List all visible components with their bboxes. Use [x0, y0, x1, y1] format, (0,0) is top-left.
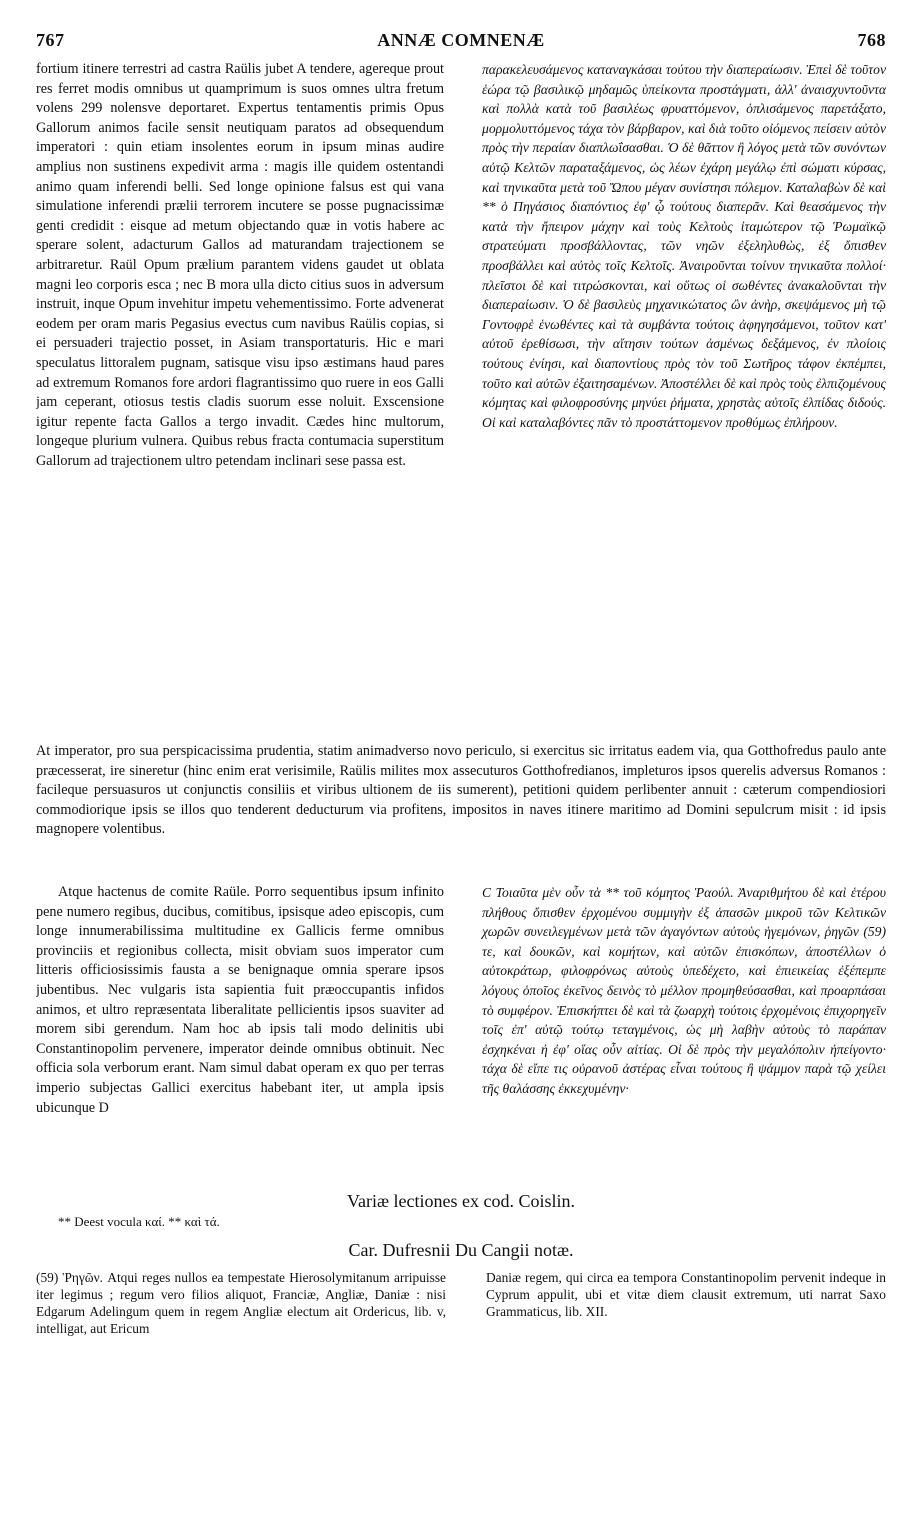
latin-column-a	[36, 60, 444, 742]
parallel-text-section-a	[36, 60, 886, 742]
latin-column-c	[36, 883, 444, 1185]
book-page	[36, 30, 886, 1520]
variant-readings-heading: Variæ lectiones ex cod. Coislin.	[347, 1191, 575, 1211]
full-width-latin-paragraph: At imperator, pro sua perspicacissima prudentia, statim animadverso novo periculo, si exercitus sic irritatus eadem via, qua Gotthofredus paulo ante præcesserat, ire sineretur (hinc enim erat verisimile, Raülis milites mox assecuturos Gotthofredianos, impleturos ipsos querelis adversus Romanos : facileque persuasuros ut conjunctis consiliis et viribus ultionem de iis sumerent), petitioni quidem perlibenter annuit : cæterum compendiosiori commodiorique ipsis se illos quo tenderent deducturum via profitens, impositos in naves itinere maritimo ad Domini sepulcrum misit : id ipsis magnopere volentibus.	[36, 743, 886, 838]
page-number-right: 768	[857, 30, 886, 50]
notes-section	[36, 1269, 886, 1337]
greek-column-a	[482, 60, 886, 742]
running-title: ANNÆ COMNENÆ	[377, 30, 545, 50]
running-header	[36, 30, 886, 60]
latin-text-c: Atque hactenus de comite Raüle. Porro sequentibus ipsum infinito pene numero regibus, ducibus, comitibus, ipsisque adeo episcopis, cum longe innumerabilissima multitudine ex Gallicis ferme omnibus provinciis et regionibus collecta, misit obviam suos imperator cum litteris officiosissimis fausta a se benignaque omnia sperare ipsos jubentibus. Nec vulgaris ista sapientia fuit præoccupantis infidos animos, et ultro repræsentata liberalitate pellicientis ipsos suaviter ad morem sibi gerendum. Nam hoc ab ipsis tali modo delinitis ubi Constantinopolim pervenere, imperator deinde omnibus obtinuit. Nec officia sola verborum erant. Nam simul dabat operam ex quo per terras imperio subjectas Gallici exercitus habebant iter, ut ampla ipsis ubicunque D	[36, 884, 444, 1116]
greek-text-a: παρακελευσάμενος καταναγκάσαι τούτου τὴν διαπεραίωσιν. Ἐπεὶ δὲ τοῦτον ἑώρα τῷ βασιλικῷ μηδαμῶς ὑπείκοντα προστάγματι, ἀλλ' ἀναισχυντοῦντα καὶ πολλὰ κατὰ τοῦ βασιλέως φρυαττόμενον, ὁπλισάμενος παρετάξατο, μορμολυττόμενος τάχα τὸν βάρβαρον, καὶ διὰ τοῦτο οἰόμενος πείσειν αὐτὸν πρὸς τὴν περαίαν διαπλωΐσασθαι. Ὁ δὲ θᾶττον ἢ λόγος μετὰ τῶν συνόντων αὐτῷ Κελτῶν παραταξάμενος, ὡς λέων ἐχάρη μεγάλῳ ἐπὶ σώματι κύρσας, καὶ τηνικαῦτα μετὰ τοῦ Ὤπου μέγαν συνίστησι πόλεμον. Καταλαβὼν δὲ καὶ ** ὁ Πηγάσιος διαπόντιος ἐφ' ᾧ τούτους διαπερᾶν. Καὶ θεασάμενος τὴν κατὰ τὴν ἤπειρον μάχην καὶ τοὺς Κελτοὺς ἰταμώτερον τῷ Ῥωμαϊκῷ στρατεύματι προσβάλλοντας, τῶν νηῶν ἐξεληλυθὼς, ἐξ ὄπισθεν προσβάλλει καὶ αὐτὸς τοῖς Κελτοῖς. Ἀναιροῦνται τοίνυν τηνικαῦτα πολλοί· πλεῖστοι δὲ καὶ τιτρώσκονται, καὶ οὕτως οἱ σωθέντες ἀνακαλοῦνται τὴν διαπεραίωσιν. Ὁ δὲ βασιλεὺς μηχανικώτατος ὢν ἀνὴρ, σκεψάμενος μὴ τῷ Γοντοφρὲ ἑνωθέντες καὶ τὰ συμβάντα τούτοις ἀφηγησάμενοι, τοῦτον κατ' αὐτοῦ ἐρεθίσωσι, τὴν αἴτησιν τούτων ἀσμένως δεξάμενος, ἐν πλοίοις τούτους ἐνίησι, καὶ διαποντίους πρὸς τὸν τοῦ Σωτῆρος τάφον ἐκπέμπει, τοῦτο καὶ αὐτῶν ἐξαιτησαμένων. Ἀποστέλλει δὲ καὶ πρὸς τοὺς ἐλπιζομένους κόμητας καὶ φιλοφροσύνης μηνύει ῥήματα, χρηστὰς αὐτοῖς ἐλπίδας διδούς. Οἱ καὶ καταλαβόντες πᾶν τὸ προστάττομενον προθύμως ἐπλήρουν.	[482, 62, 886, 430]
greek-text-c: C Τοιαῦτα μὲν οὖν τὰ ** τοῦ κόμητος Ῥαούλ. Ἀναριθμήτου δὲ καὶ ἑτέρου πλήθους ὄπισθεν ἐρχομένου συμμιγὴν ἐξ ἁπασῶν μικροῦ τῶν Κελτικῶν χωρῶν συνειλεγμένων μετὰ τῶν ἀγαγόντων αὐτοὺς ἡγεμόνων, ῥηγῶν (59) τε, καὶ δουκῶν, καὶ κομήτων, καὶ αὐτῶν ἐπισκόπων, ἀποστέλλων ὁ αὐτοκράτωρ, φιλοφρόνως αὐτοὺς ὑπεδέχετο, καὶ ἐπιεικείας ἐξέπεμπε λόγους ὁποῖος ἐκεῖνος δεινὸς τὸ μέλλον προμηθεύσασθαι, καὶ προαρπάσαι τὸ συμφέρον. Ἐπισκήπτει δὲ καὶ τὰ ζωαρχὴ τούτοις ἐρχομένοις ἐπιχορηγεῖν τοῖς ἐπ' αὐτῷ τούτῳ τεταγμένοις, ὡς μὴ λαβὴν αὐτοὺς τὸ παράπαν ἐσχηκέναι ἠ ἐφ' οἵας οὖν αἰτίας. Οἱ δὲ πρὸς τὴν μεγαλόπολιν ἠπείγοντο· τάχα δὲ εἴπε τις οὐρανοῦ ἀστέρας εἶναι τούτους ἢ ψάμμον παρὰ τῷ χείλει τῆς θαλάσσης ἐκκεχυμένην·	[482, 885, 886, 1096]
variant-readings-text: ** Deest vocula καί. ** καὶ τά.	[58, 1214, 220, 1229]
note-right-column: Daniæ regem, qui circa ea tempora Constantinopolim pervenit indeque in Cyprum appulit, ubi et vitæ diem clausit extremum, uti narrat Saxo Grammaticus, lib. XII.	[486, 1270, 886, 1319]
notes-heading: Car. Dufresnii Du Cangii notæ.	[348, 1240, 574, 1260]
greek-column-c	[482, 883, 886, 1185]
latin-text-a: fortium itinere terrestri ad castra Raülis jubet A tendere, agereque prout res ferret modis omnibus ut quamprimum is suos omnes ultra fretum volens 299 nolensve deportaret. Expertus tentamentis primis Opus Gallorum animos facile sensit neutiquam paratos ad obsequendum imperatori : quin etiam insolentes eorum in ipsum minas audire amplius non sustinens expedivit arma : magis ille quidem ostentandi animo quam inferendi belli. Sed longe opinione falsus est qui vana simulatione inferendi prælii terrorem incutere se posse pugnacissimæ genti credidit : eisque ad metum objectando quæ in votis habere ac sperare solent, adacturum Gallos ad maturandam trajectionem se arbitraretur. Raül Opum prælium parantem videns gaudet ut oblata magni leo corporis esca ; nec B mora ulla dicto citius suos in adversum instruit, inque Opum invehitur impetu vehementissimo. Forte advenerat eodem per oram maris Pegasius evectus cum navibus Raülis copias, si ei persuaderi trajectio posset, in Asiam transportaturis. Hic e mari speculatus littoralem pugnam, satisque visu ipso æstimans haud pares ad extremum Romanos fore ardori flagrantissimo quo ruere in eos Galli jam ceperant, otiosus testis cladis suorum esse noluit. Exscensione igitur repente facta Gallos a tergo invadit. Cædes hinc multorum, longeque plurium vulnera. Quibus rebus fracta contumacia superstitum Gallorum ad trajectionem ultro petendam inclinari sese passa est.	[36, 61, 444, 469]
note-left-column: (59) Ῥηγῶν. Atqui reges nullos ea tempestate Hierosolymitanum arripuisse iter legimus ; regum vero filios aliquot, Franciæ, Angliæ, Daniæ : nisi Edgarum Adelingum quem in regem Angliæ electum ait Ordericus, lib. v, intelligat, aut Ericum	[36, 1270, 446, 1336]
page-number-left: 767	[36, 30, 65, 50]
parallel-text-section-c	[36, 883, 886, 1185]
